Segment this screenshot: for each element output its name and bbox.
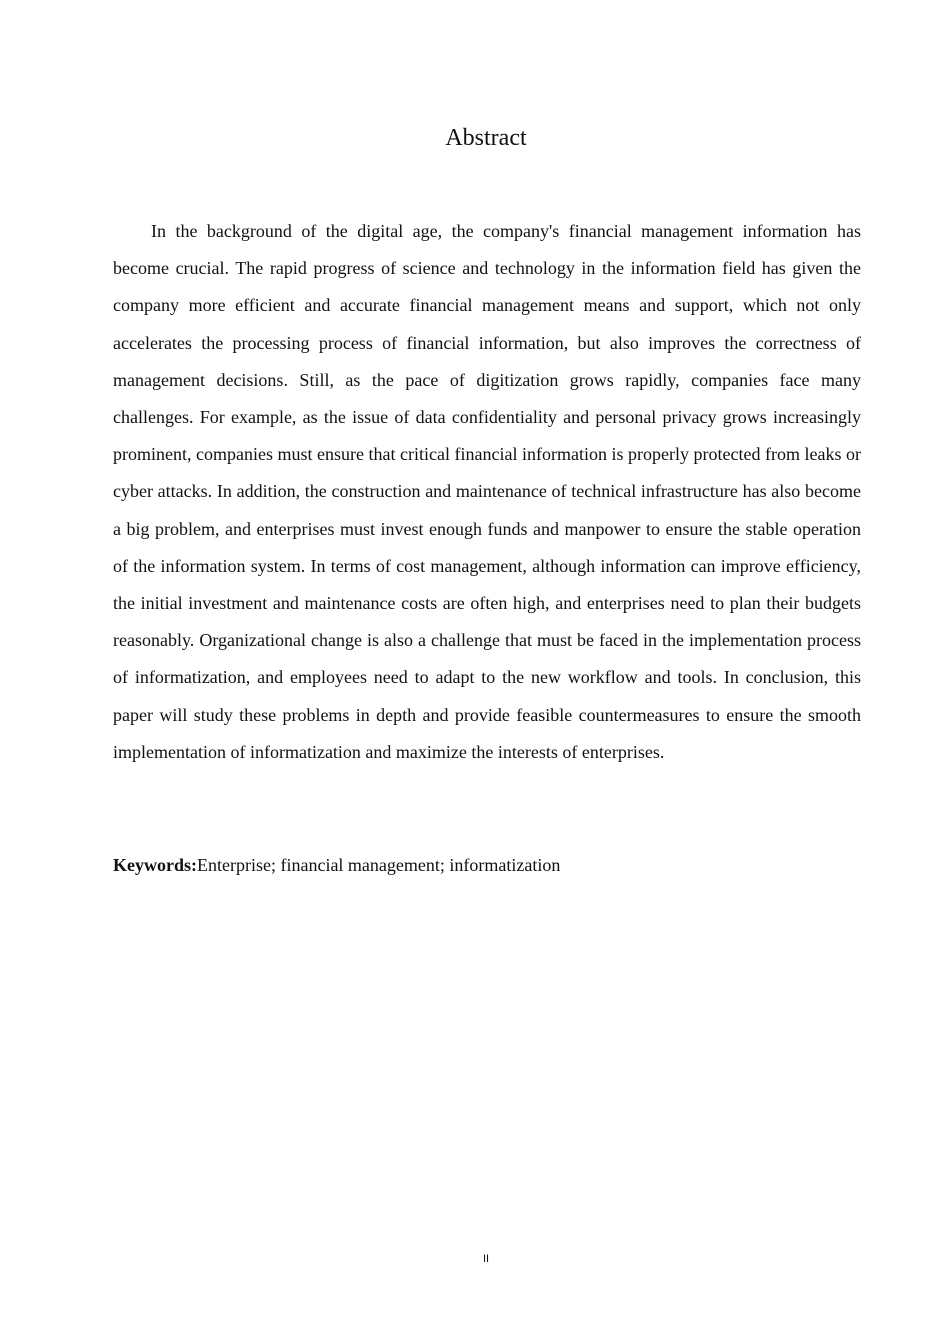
abstract-title: Abstract	[445, 125, 527, 151]
keywords-label: Keywords:	[113, 855, 197, 875]
keywords-value: Enterprise; financial management; informatization	[197, 855, 561, 875]
abstract-paragraph: In the background of the digital age, the company's financial management information has become crucial. The rapid progress of science and technology in the information field has given the company more efficient and accurate financial management means and support, which not only accelerates the processing process of financial information, but also improves the correctness of management decisions. Still, as the pace of digitization grows rapidly, companies face many challenges. For example, as the issue of data confidentiality and personal privacy grows increasingly prominent, companies must ensure that critical financial information is properly protected from leaks or cyber attacks. In addition, the construction and maintenance of technical infrastructure has also become a big problem, and enterprises must invest enough funds and manpower to ensure the stable operation of the information system. In terms of cost management, although information can improve efficiency, the initial investment and maintenance costs are often high, and enterprises need to plan their budgets reasonably. Organizational change is also a challenge that must be faced in the implementation process of informatization, and employees need to adapt to the new workflow and tools. In conclusion, this paper will study these problems in depth and provide feasible countermeasures to ensure the smooth implementation of informatization and maximize the interests of enterprises.	[113, 221, 861, 762]
page-number: II	[482, 1253, 490, 1265]
keywords-line	[113, 851, 861, 879]
